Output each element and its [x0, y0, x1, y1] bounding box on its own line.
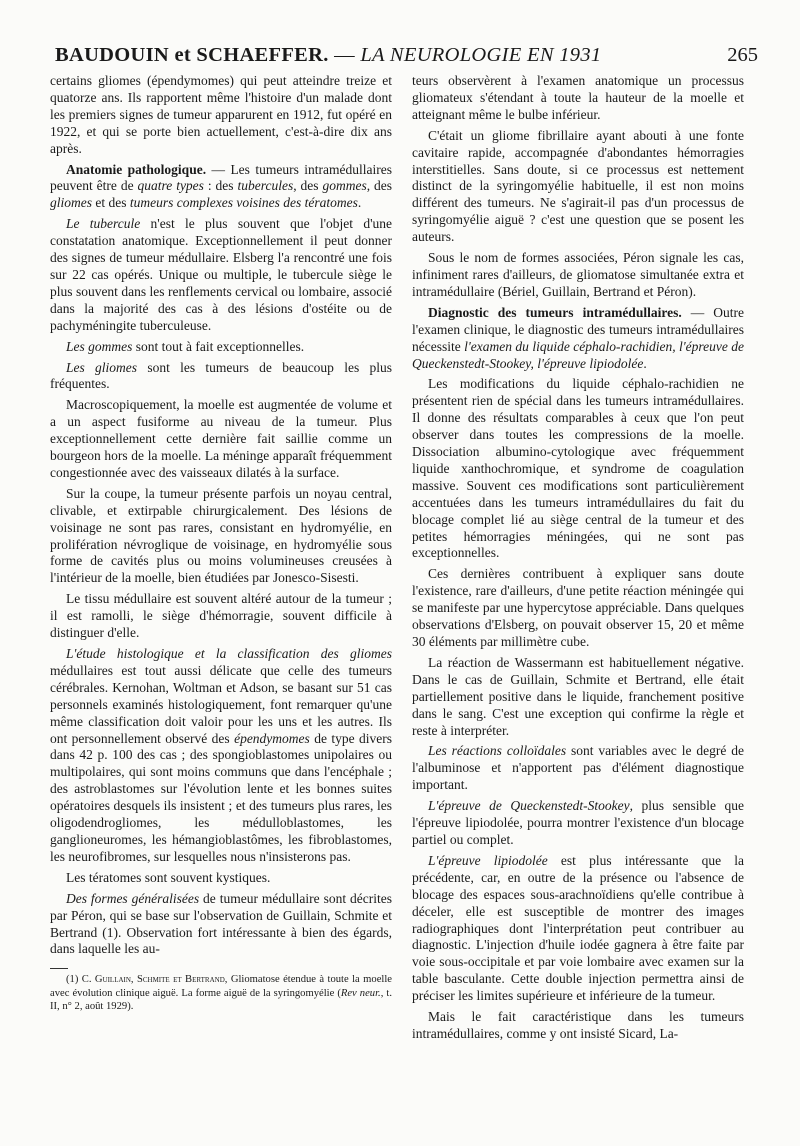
text-run: tubercules: [237, 178, 294, 194]
text-run: — Les tumeurs intramédullaires peuvent être de: [50, 161, 393, 194]
right-column: [412, 73, 744, 1047]
text-run: est plus intéressante que la précédente, car, en outre de la présence ou l'absence de blocage des espaces sous-arachnoïdiens qu'elle contribue à déceler, elle est susceptible de montrer des images radiographiques dont l'interprétation peut contribuer au diagnostic. L'injection d'huile iodée gagnera à être faite par voie sous-occipitale et par voie lombaire avec examen sur la table basculante. Cette double injection permettra ainsi de préciser les limites supérieure et inférieure de la tumeur.: [412, 852, 744, 1004]
paragraph: [50, 360, 392, 394]
paragraph: La réaction de Wassermann est habituellement négative. Dans le cas de Guillain, Schmite et Bertrand, elle était partiellement positive dans le liquide, franchement positive dans le sang. C'est une exception qui confirme la règle et reste à interpréter.: [412, 654, 744, 738]
paragraph: [412, 798, 744, 849]
paragraph: Le tissu médullaire est souvent altéré autour de la tumeur ; il est ramolli, le siège d'hémorragie, souvent difficile à distinguer d'elle.: [50, 591, 392, 641]
footnote-authors: C. Guillain, Schmite et Bertrand: [81, 974, 225, 986]
left-column: [50, 73, 392, 1017]
text-run: L'épreuve de Queckenstedt-Stookey: [428, 798, 630, 814]
header-authors: BAUDOUIN et SCHAEFFER.: [55, 44, 329, 66]
text-run: de type divers dans 42 p. 100 des cas ; des spongioblastomes unipolaires ou multipolaires, qui sont moins communs que dans l'encéphale ; des astroblastomes sur l'évolution lente et les bonnes suites opératoires desquels ils insistent ; et des tumeurs plus rares, les oligodendrogliomes, les médulloblastomes, les ganglioneuromes, les hémangioblastômes, les fibroblastomes, les neurofibromes, sur lesquelles nous n'insisterons pas.: [50, 730, 393, 864]
text-run: sont les tumeurs de beaucoup les plus fréquentes.: [50, 359, 393, 392]
text-run: quatre types: [137, 178, 204, 194]
text-run: épendymomes: [234, 730, 310, 746]
header-journal: LA NEUROLOGIE EN 1931: [360, 44, 602, 66]
paragraph: C'était un gliome fibrillaire ayant abouti à une fonte cavitaire rapide, accompagnée d'abondantes hémorragies interstitielles. Sans doute, si ce processus est nettement distinct de la syringomyélie habituelle, il est non moins différent des tumeurs. Ne s'agirait-il pas d'un processus de syringomyélie aiguë ? c'est une question que se posent les auteurs.: [412, 127, 744, 245]
text-run: , t. II, n° 2, août 1929).: [50, 987, 392, 1012]
footnote-marker: (1): [66, 974, 82, 986]
text-run: L'étude histologique et la classification des gliomes: [66, 646, 392, 661]
text-run: de tumeur médullaire sont décrites par Péron, qui se base sur l'observation de Guillain, Schmite et Bertrand (1). Observation fort intéressante à bien des égards, dans laquelle les au-: [50, 890, 392, 957]
text-run: L'épreuve lipiodolée: [428, 852, 548, 868]
paragraph: Mais le fait caractéristique dans les tumeurs intramédullaires, comme y ont insisté Sicard, La-: [412, 1009, 744, 1041]
paragraph: Les tératomes sont souvent kystiques.: [66, 869, 271, 885]
text-run: Les réactions colloïdales: [428, 743, 567, 759]
paragraph-anatomie: [50, 162, 392, 213]
text-run: Le tubercule: [66, 216, 141, 232]
paragraph: teurs observèrent à l'examen anatomique un processus gliomateux s'étendant à toute la hauteur de la moelle et atteignant même le bulbe inférieur.: [412, 73, 744, 122]
paragraph: Sur la coupe, la tumeur présente parfois un noyau central, clivable, et extirpable chirurgicalement. Des lésions de voisinage ne sont pas rares, consistant en hydromyélie, en prolifération névroglique de voisinage, en hydromyélie sous forme de cavités plus ou moins volumineuses creusées à l'intérieur de la moelle, bien étudiées par Jonesco-Sisesti.: [50, 485, 392, 586]
footnote-journal: Rev neur.: [340, 987, 381, 999]
footnote-divider: [50, 968, 68, 969]
paragraph: [50, 216, 392, 334]
paragraph: [412, 853, 744, 1005]
text-run: .: [357, 195, 362, 211]
text-run: , Gliomatose étendue à toute la moelle avec évolution clinique aiguë. La forme aiguë de la syringomyélie (: [50, 974, 392, 999]
paragraph: Les modifications du liquide céphalo-rachidien ne présentent rien de spécial dans les tumeurs intramédullaires. Il donne des résultats comparables à ceux que l'on peut observer dans toutes les compressions de la moelle. Dissociation albumino-cytologique avec fréquemment liquide xanthochromique, et syndrome de coagulation massive. Souvent ces modifications sont particulièrement accentuées dans les tumeurs intramédullaires du fait du blocage complet lié au siège central de la tumeur et des petites hémorragies méningées, qui ne sont pas exceptionnelles.: [412, 376, 744, 561]
text-run: , des: [293, 178, 323, 194]
section-heading-diagnostic: Diagnostic des tumeurs intramédullaires.: [428, 304, 682, 320]
text-run: tumeurs complexes voisines des tératomes: [129, 195, 358, 211]
text-run: gommes: [322, 178, 367, 194]
running-title: [55, 44, 601, 67]
section-heading-anatomie: Anatomie pathologique.: [66, 161, 207, 177]
paragraph: Macroscopiquement, la moelle est augmentée de volume et a un aspect fusiforme au niveau de la tumeur. Plus exceptionnellement cette dernière fait saillie comme un bourgeon hors de la moelle. La méninge apparaît fréquemment congestionnée avec des vaisseaux dilatés à la surface.: [50, 397, 392, 480]
paragraph: Ces dernières contribuent à expliquer sans doute l'existence, rare d'ailleurs, d'une petite réaction méningée qui se manifeste par une hypercytose appréciable. Dans quelques observations d'Elsberg, on pouvait observer 15, 20 et même 30 éléments par millimètre cube.: [412, 566, 744, 649]
text-run: — Outre l'examen clinique, le diagnostic des tumeurs intramédullaires nécessite: [412, 304, 744, 354]
text-run: médullaires est tout aussi délicate que celle des tumeurs cérébrales. Kernohan, Woltman et Adson, se basant sur 51 cas personnels examinés histologiquement, font remarquer qu'une même classification doit valoir pour les uns et les autres. Ils ont personnellement observé des: [50, 662, 392, 746]
paragraph-diagnostic: [412, 305, 744, 373]
page-number: 265: [727, 44, 758, 66]
paragraph: [50, 339, 392, 356]
text-run: sont variables avec le degré de l'albuminose et n'apportent pas d'élément diagnostique important.: [412, 743, 744, 793]
text-run: gliomes: [50, 195, 92, 211]
paragraph: Sous le nom de formes associées, Péron signale les cas, infiniment rares d'ailleurs, de gliomatose simultanée extra et intramédullaire (Bériel, Guillain, Bertrand et Péron).: [412, 250, 744, 299]
text-run: l'examen du liquide céphalo-rachidien, l'épreuve de Queckenstedt-Stookey, l'épreuve lipiodolée: [412, 338, 744, 371]
paragraph: certains gliomes (épendymomes) qui peut atteindre treize et quatorze ans. Ils rapportent même l'histoire d'un malade dont les premiers signes de tumeur apparurent en 1912, fut opéré en 1922, et qui se porte bien actuellement, c'est-à-dire dix ans après.: [50, 73, 392, 156]
text-run: , des: [366, 178, 393, 194]
paragraph: [412, 743, 744, 794]
text-run: : des: [203, 178, 238, 194]
text-run: et des: [92, 195, 130, 211]
text-run: .: [643, 355, 647, 371]
text-run: Des formes généralisées: [66, 890, 200, 906]
text-run: Les gliomes: [66, 359, 138, 375]
paragraph: [50, 891, 392, 959]
text-run: , plus sensible que l'épreuve lipiodolée, pourra montrer l'existence d'un blocage partiel ou complet.: [412, 798, 744, 847]
paragraph: [50, 646, 392, 866]
text-run: Les gommes: [66, 338, 133, 354]
running-header: [55, 44, 758, 70]
text-run: sont tout à fait exceptionnelles.: [132, 338, 305, 354]
text-run: n'est le plus souvent que l'objet d'une constatation anatomique. Exceptionnellement il peut donner des signes de tumeur médullaire. Elsberg l'a rencontré une fois sur 22 cas opérés. Unique ou multiple, le tubercule siège le plus souvent dans les renflements cervical ou lombaire, associé dans la majorité des cas à des lésions d'ostéite ou de pachyméningite tuberculeuse.: [50, 216, 392, 333]
footnote: [50, 973, 392, 1013]
header-dash: —: [328, 44, 361, 66]
